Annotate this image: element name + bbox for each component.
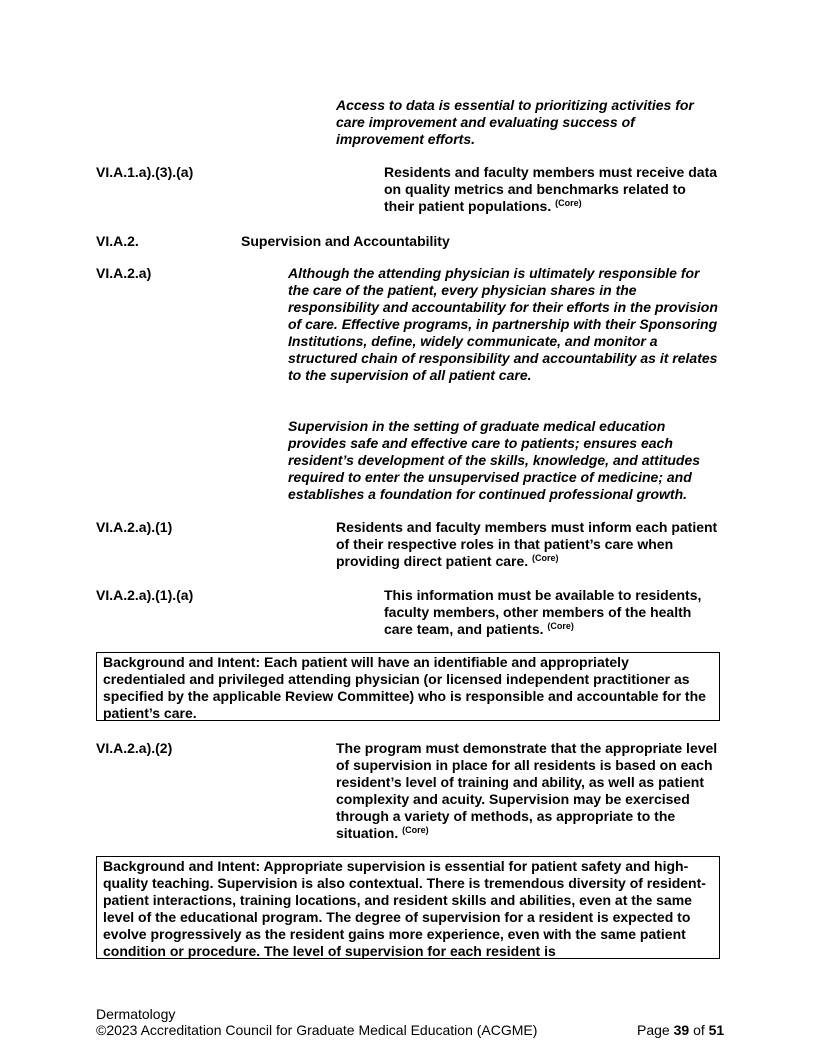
background-intent-box: Background and Intent: Appropriate supervision is essential for patient safety and high-quality teaching. Supervision is also contextual. There is tremendous diversity of resident-patient interactions, training locations, and resident skills and abilities, even at the same level of the educational program. The degree of supervision for a resident is expected to evolve progressively as the resident gains more experience, even with the same patient condition or procedure. The level of supervision for each resident is	[96, 856, 720, 959]
requirement-text	[336, 519, 720, 570]
requirement-body: This information must be available to residents, faculty members, other members of the health care team, and patients.	[384, 587, 702, 637]
background-intent-box: Background and Intent: Each patient will have an identifiable and appropriately credentialed and privileged attending physician (or licensed independent practitioner as specified by the applicable Review Committee) who is responsible and accountable for the patient’s care.	[96, 652, 720, 721]
core-tag: (Core)	[402, 825, 429, 835]
requirement-text	[384, 164, 720, 215]
footer-page-number	[637, 1022, 724, 1038]
section-number: VI.A.2.a).(2)	[96, 740, 173, 756]
core-tag: (Core)	[532, 553, 559, 563]
italic-paragraph: Supervision in the setting of graduate medical education provides safe and effective care to patients; ensures each resident’s development of the skills, knowledge, and attitudes required to enter the unsupervised practice of medicine; and establishes a foundation for continued professional growth.	[288, 418, 701, 502]
footer-copyright: ©2023 Accreditation Council for Graduate Medical Education (ACGME)	[96, 1022, 538, 1038]
section-number: VI.A.2.a).(1).(a)	[96, 587, 194, 603]
requirement-body: Residents and faculty members must inform each patient of their respective roles in that patient’s care when providing direct patient care.	[336, 519, 718, 569]
intro-italic-paragraph: Access to data is essential to prioritizing activities for care improvement and evaluating success of improvement efforts.	[336, 97, 694, 147]
requirement-body: Residents and faculty members must receive data on quality metrics and benchmarks related to their patient populations.	[384, 164, 718, 214]
section-number: VI.A.2.	[96, 233, 139, 249]
section-title: Supervision and Accountability	[241, 233, 450, 249]
page-label: Page	[637, 1022, 670, 1038]
core-tag: (Core)	[547, 621, 574, 631]
section-number: VI.A.2.a)	[96, 265, 152, 281]
page-of: of	[693, 1022, 705, 1038]
footer-specialty: Dermatology	[96, 1006, 176, 1022]
section-number: VI.A.1.a).(3).(a)	[96, 164, 194, 180]
italic-paragraph: Although the attending physician is ultimately responsible for the care of the patient, every physician shares in the responsibility and accountability for their efforts in the provision of care. Effective programs, in partnership with their Sponsoring Institutions, define, widely communicate, and monitor a structured chain of responsibility and accountability as it relates to the supervision of all patient care.	[288, 265, 718, 383]
section-number: VI.A.2.a).(1)	[96, 519, 173, 535]
page-current: 39	[673, 1022, 690, 1038]
page-total: 51	[708, 1022, 725, 1038]
requirement-text	[384, 587, 720, 638]
requirement-text	[336, 740, 720, 842]
core-tag: (Core)	[555, 198, 582, 208]
requirement-body: The program must demonstrate that the appropriate level of supervision in place for all residents is based on each resident’s level of training and ability, as well as patient complexity and acuity. Supervision may be exercised through a variety of methods, as appropriate to the situation.	[336, 740, 718, 841]
